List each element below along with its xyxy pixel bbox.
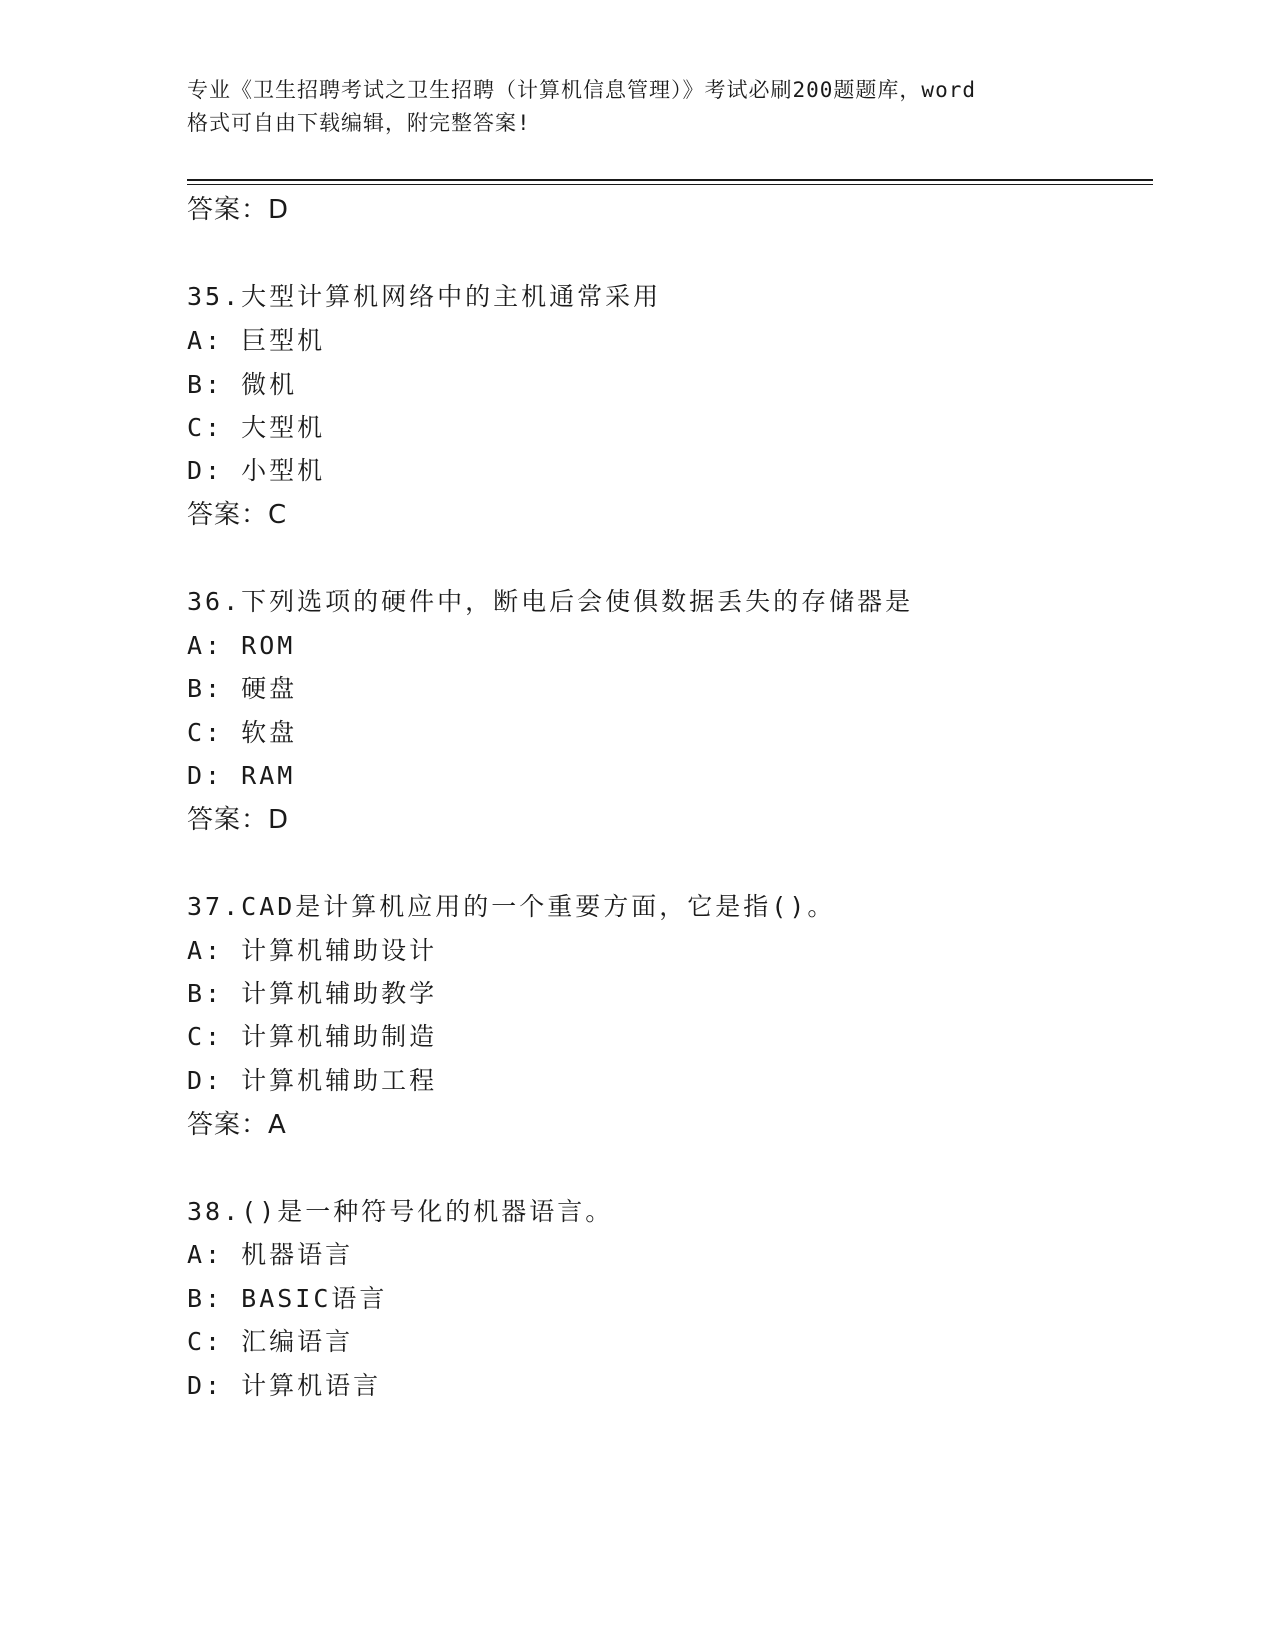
question-38-option-d: D: 计算机语言 [187,1371,382,1400]
question-35-option-c: C: 大型机 [187,413,326,442]
question-36-answer: 答案：D [187,805,290,835]
question-37-answer: 答案：A [187,1110,287,1140]
question-37-option-c: C: 计算机辅助制造 [187,1022,438,1051]
header-rule-thin [187,184,1153,185]
previous-answer: 答案：D [187,195,290,225]
question-36-option-a: A: ROM [187,631,296,660]
question-35-option-b: B: 微机 [187,370,298,399]
question-38-option-b: B: BASIC语言 [187,1284,388,1313]
question-38-option-a: A: 机器语言 [187,1240,354,1269]
question-36-option-b: B: 硬盘 [187,674,298,703]
question-36-option-c: C: 软盘 [187,718,298,747]
header-line-1: 专业《卫生招聘考试之卫生招聘（计算机信息管理）》考试必刷200题题库，word [187,78,976,102]
question-38-stem: 38.()是一种符号化的机器语言。 [187,1197,614,1226]
question-38-option-c: C: 汇编语言 [187,1327,354,1356]
header-rule-thick [187,179,1153,181]
question-36-option-d: D: RAM [187,761,296,790]
question-37-option-b: B: 计算机辅助教学 [187,979,438,1008]
question-37-option-a: A: 计算机辅助设计 [187,936,438,965]
header-line-2: 格式可自由下载编辑，附完整答案! [187,111,531,135]
question-35-stem: 35.大型计算机网络中的主机通常采用 [187,282,662,311]
question-36-stem: 36.下列选项的硬件中，断电后会使俱数据丢失的存储器是 [187,587,914,616]
question-35-option-d: D: 小型机 [187,456,326,485]
question-37-stem: 37.CAD是计算机应用的一个重要方面，它是指()。 [187,892,836,921]
question-37-option-d: D: 计算机辅助工程 [187,1066,438,1095]
question-35-option-a: A: 巨型机 [187,326,326,355]
question-35-answer: 答案：C [187,500,288,530]
document-header [187,74,1087,140]
